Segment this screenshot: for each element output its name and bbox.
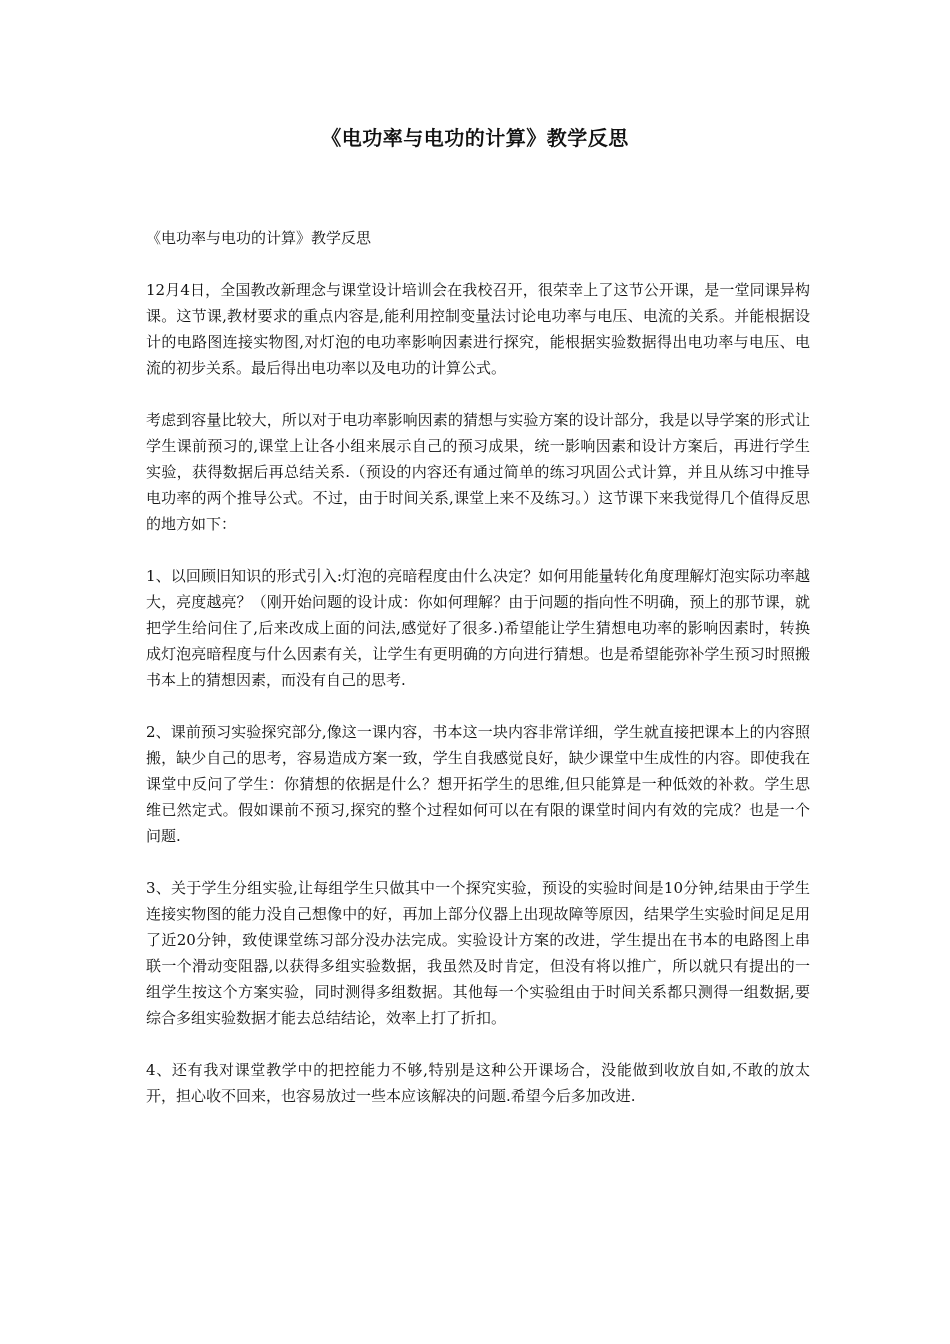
paragraph-considerations: 考虑到容量比较大，所以对于电功率影响因素的猜想与实验方案的设计部分，我是以导学案的形式让学生课前预习的,课堂上让各小组来展示自己的预习成果，统一影响因素和设计方案后，再进行学生实验，获得数据后再总结关系.（预设的内容还有通过简单的练习巩固公式计算，并且从练习中推导电功率的两个推导公式。不过，由于时间关系,课堂上来不及练习。）这节课下来我觉得几个值得反思的地方如下：	[146, 411, 810, 533]
document-title: 《电功率与电功的计算》教学反思	[321, 126, 629, 150]
document-subtitle: 《电功率与电功的计算》教学反思	[146, 229, 372, 247]
paragraph-intro: 12月4日，全国教改新理念与课堂设计培训会在我校召开，很荣幸上了这节公开课，是一堂同课异构课。这节课,教材要求的重点内容是,能利用控制变量法讨论电功率与电压、电流的关系。并能根据设计的电路图连接实物图,对灯泡的电功率影响因素进行探究，能根据实验数据得出电功率与电压、电流的初步关系。最后得出电功率以及电功的计算公式。	[146, 281, 810, 377]
paragraph-reflection-1: 1、以回顾旧知识的形式引入:灯泡的亮暗程度由什么决定？如何用能量转化角度理解灯泡实际功率越大，亮度越亮？（刚开始问题的设计成：你如何理解？由于问题的指向性不明确，预上的那节课，就把学生给问住了,后来改成上面的问法,感觉好了很多.)希望能让学生猜想电功率的影响因素时，转换成灯泡亮暗程度与什么因素有关，让学生有更明确的方向进行猜想。也是希望能弥补学生预习时照搬书本上的猜想因素，而没有自己的思考.	[146, 567, 810, 689]
document-body	[146, 225, 810, 1135]
paragraph-reflection-2: 2、课前预习实验探究部分,像这一课内容，书本这一块内容非常详细，学生就直接把课本上的内容照搬，缺少自己的思考，容易造成方案一致，学生自我感觉良好，缺少课堂中生成性的内容。即使我在课堂中反问了学生：你猜想的依据是什么？想开拓学生的思维,但只能算是一种低效的补救。学生思维已然定式。假如课前不预习,探究的整个过程如何可以在有限的课堂时间内有效的完成？也是一个问题.	[146, 723, 810, 845]
paragraph-reflection-3: 3、关于学生分组实验,让每组学生只做其中一个探究实验，预设的实验时间是10分钟,结果由于学生连接实物图的能力没自己想像中的好，再加上部分仪器上出现故障等原因，结果学生实验时间足足用了近20分钟，致使课堂练习部分没办法完成。实验设计方案的改进，学生提出在书本的电路图上串联一个滑动变阻器,以获得多组实验数据，我虽然及时肯定，但没有将以推广，所以就只有提出的一组学生按这个方案实验，同时测得多组数据。其他每一个实验组由于时间关系都只测得一组数据,要综合多组实验数据才能去总结结论，效率上打了折扣。	[146, 879, 810, 1027]
paragraph-reflection-4: 4、还有我对课堂教学中的把控能力不够,特别是这种公开课场合，没能做到收放自如,不敢的放太开，担心收不回来，也容易放过一些本应该解决的问题.希望今后多加改进.	[146, 1061, 810, 1105]
